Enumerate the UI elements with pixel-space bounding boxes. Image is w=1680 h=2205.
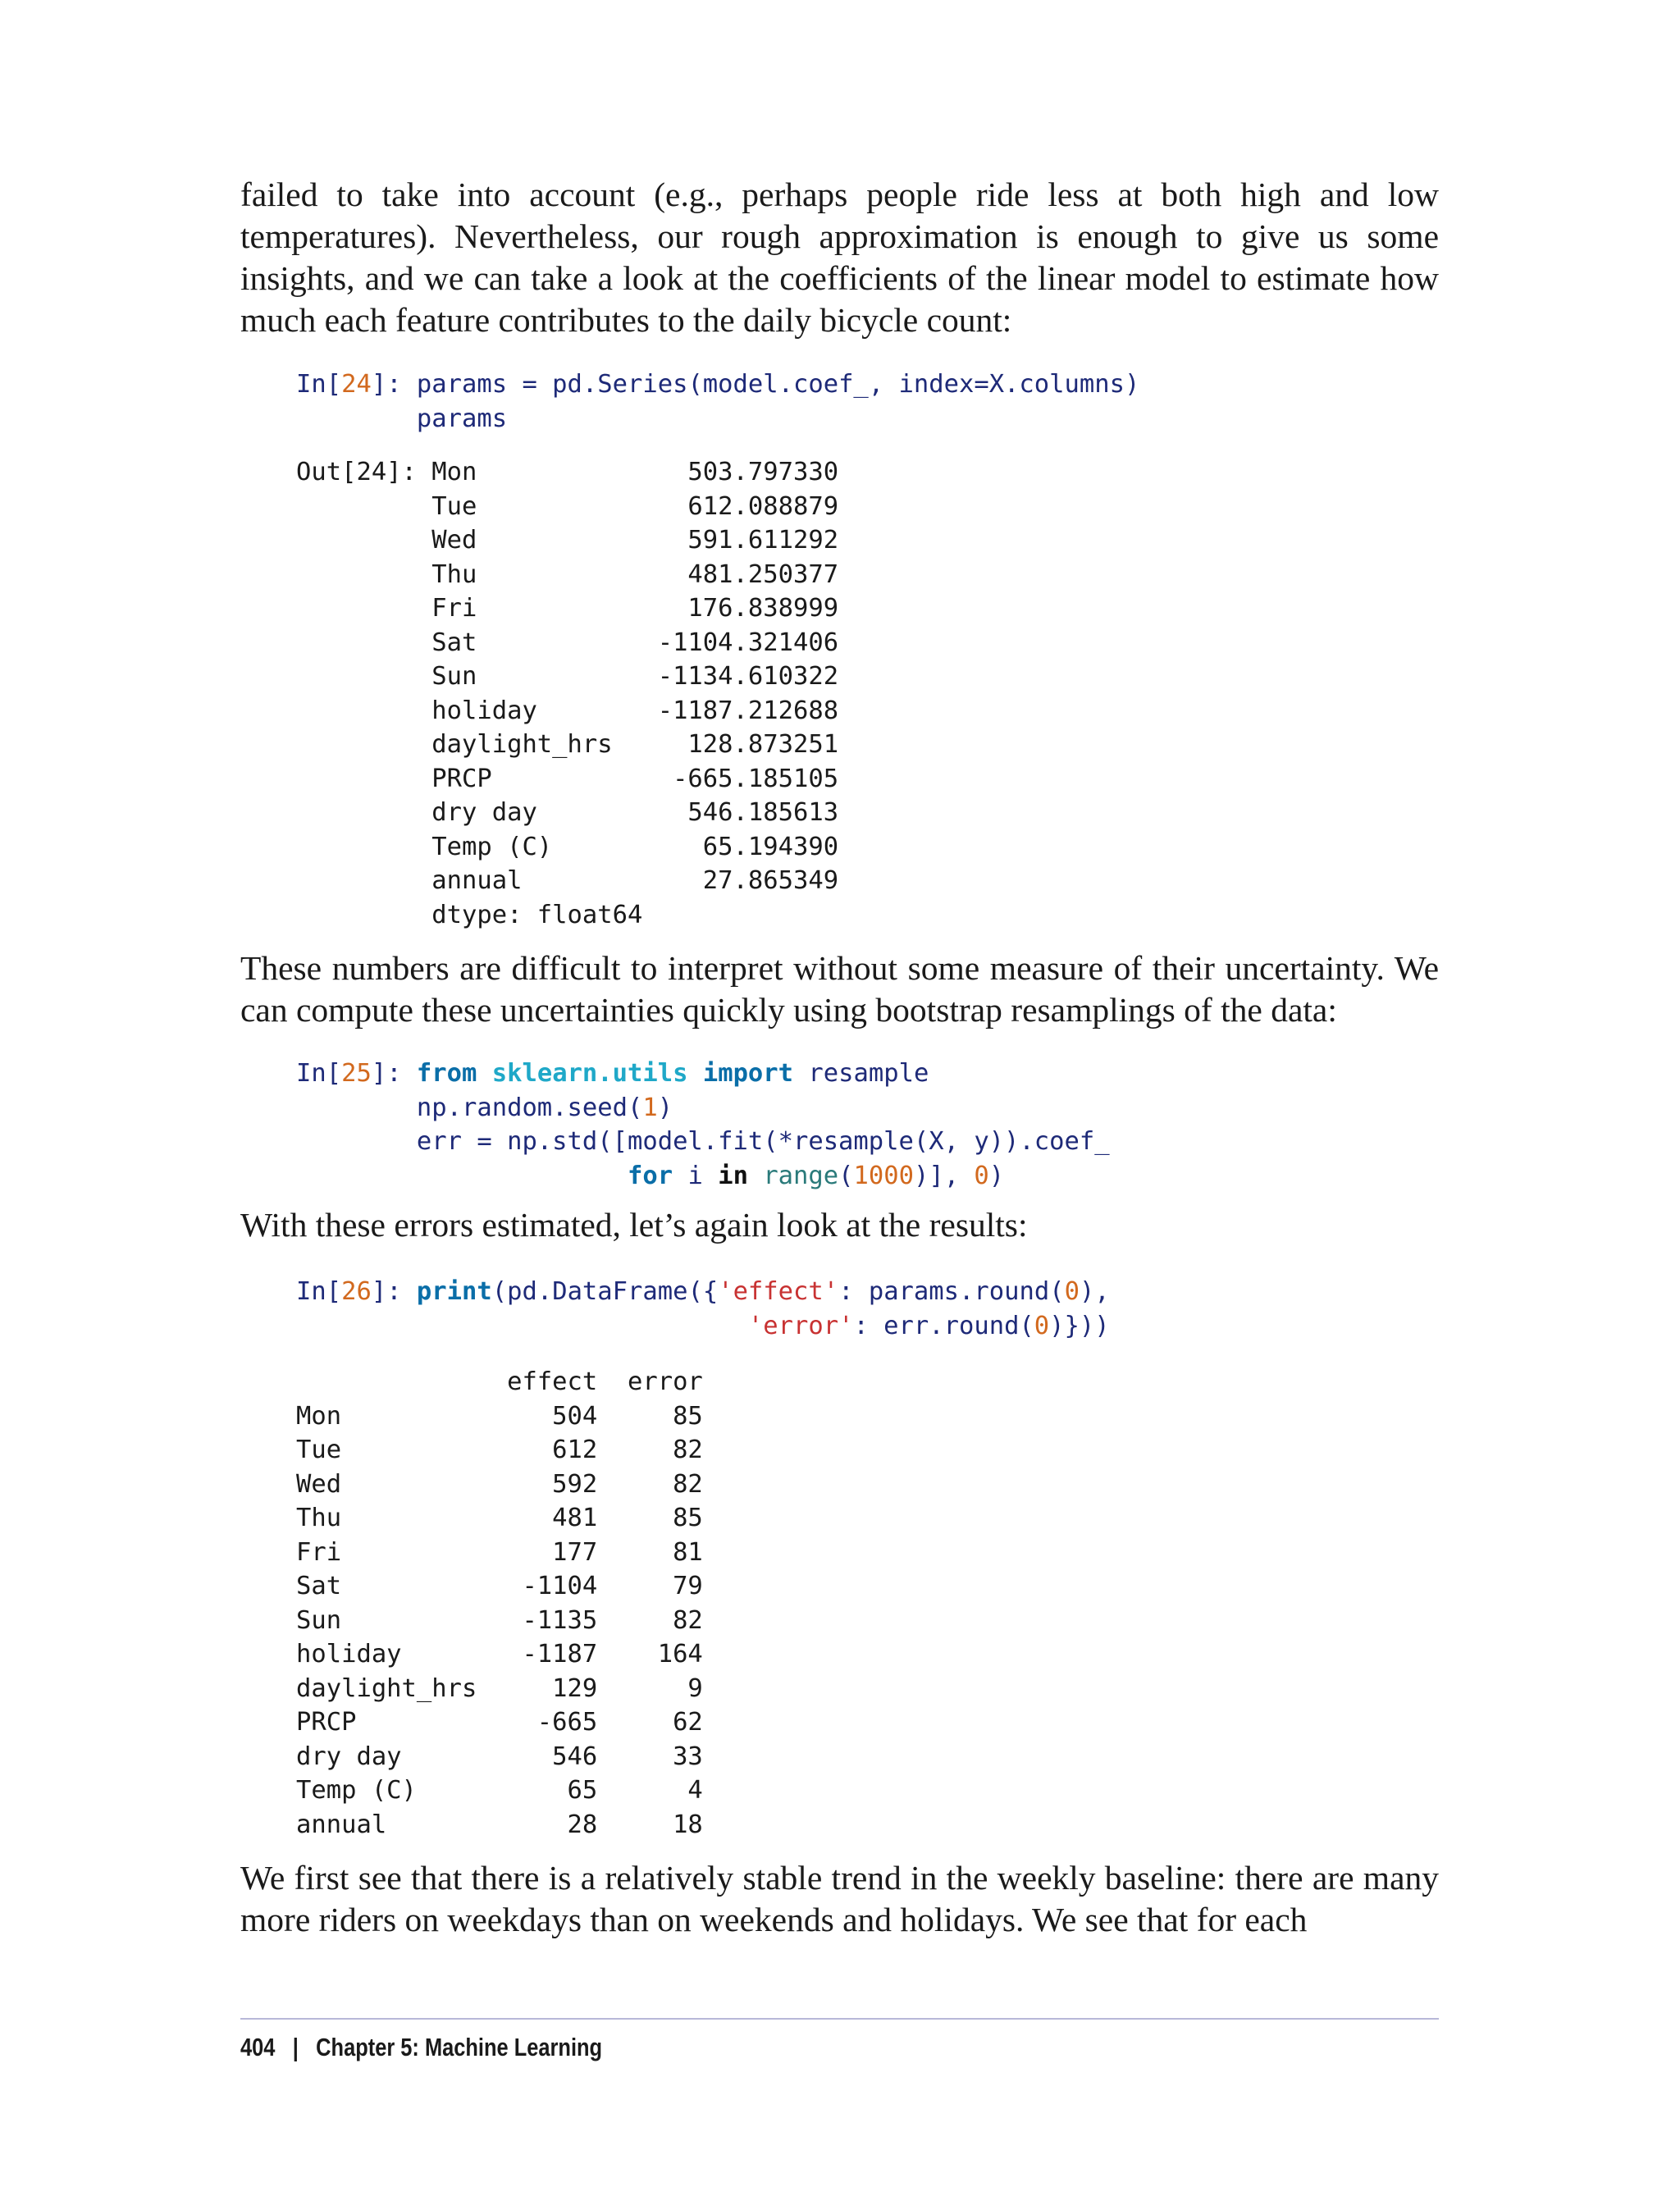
- series-row: Fri 176.838999: [431, 594, 839, 623]
- body-paragraph: failed to take into account (e.g., perhaps people ride less at both high and low temperatures). Nevertheless, our rough approximation is enough to give us some insights, and we can take a look at the coefficients of the linear model to estimate how much each feature contributes to the daily bicycle count:: [240, 176, 1439, 339]
- dataframe-output: [296, 1365, 703, 1842]
- series-row: dry day 546.185613: [431, 798, 839, 827]
- table-row: Tue 612 82: [296, 1436, 703, 1464]
- table-header: effect error: [507, 1367, 703, 1396]
- table-row: Sun -1135 82: [296, 1605, 703, 1635]
- input-prompt: In[26]:: [296, 1277, 417, 1306]
- code-cell-input: [296, 368, 1139, 436]
- series-row: Sun -1134.610322: [431, 662, 839, 691]
- table-row: Thu 481 85: [296, 1504, 703, 1532]
- table-row: Sat -1104 79: [296, 1572, 703, 1600]
- input-prompt: In[24]:: [296, 370, 417, 399]
- output-prompt: Out[24]:: [296, 458, 432, 486]
- table-row: Temp (C) 65 4: [296, 1776, 703, 1805]
- body-paragraph: We first see that there is a relatively stable trend in the weekly baseline: there are many more riders on weekdays than on weekends and holidays. We see that for each: [240, 1859, 1439, 1938]
- input-prompt: In[25]:: [296, 1059, 417, 1088]
- page-number: 404: [240, 2033, 276, 2061]
- code-cell-input: In[25]: from sklearn.utils import resample np.random.seed(1) err = np.std([model.fit(*resample(X, y)).coef_ for i in range(1000)], 0): [296, 1059, 1110, 1190]
- series-row: Sat -1104.321406: [431, 628, 839, 657]
- series-row: daylight_hrs 128.873251: [431, 730, 839, 759]
- code-line: params = pd.Series(model.coef_, index=X.columns): [416, 370, 1140, 399]
- table-row: daylight_hrs 129 9: [296, 1673, 703, 1703]
- table-row: Mon 504 85: [296, 1401, 703, 1431]
- table-row: annual 28 18: [296, 1810, 703, 1839]
- series-row: holiday -1187.212688: [431, 696, 839, 725]
- dtype-line: dtype: float64: [296, 900, 643, 929]
- table-row: PRCP -665 62: [296, 1708, 703, 1737]
- series-output: [296, 458, 838, 929]
- table-row: holiday -1187 164: [296, 1640, 703, 1669]
- series-row: Temp (C) 65.194390: [431, 832, 839, 861]
- series-row: Mon 503.797330: [431, 458, 839, 486]
- code-cell-output: [296, 455, 838, 932]
- code-cell-input: In[26]: print(pd.DataFrame({'effect': params.round(0), 'error': err.round(0)})): [296, 1277, 1110, 1340]
- chapter-title: Chapter 5: Machine Learning: [316, 2033, 603, 2061]
- footer-separator: |: [292, 2033, 299, 2061]
- series-row: Thu 481.250377: [431, 559, 839, 589]
- series-row: Tue 612.088879: [431, 491, 839, 521]
- table-row: Wed 592 82: [296, 1469, 703, 1499]
- table-row: Fri 177 81: [296, 1537, 703, 1567]
- table-row: dry day 546 33: [296, 1742, 703, 1771]
- page-footer: [240, 2033, 602, 2062]
- body-paragraph: With these errors estimated, let’s again look at the results:: [240, 1206, 1028, 1244]
- series-row: annual 27.865349: [431, 866, 839, 895]
- body-paragraph: These numbers are difficult to interpret without some measure of their uncertainty. We can compute these uncertainties quickly using bootstrap resamplings of the data:: [240, 949, 1439, 1029]
- series-row: Wed 591.611292: [431, 526, 839, 555]
- code-line: params: [416, 404, 508, 433]
- series-row: PRCP -665.185105: [431, 764, 839, 793]
- footer-divider: [240, 2018, 1439, 2020]
